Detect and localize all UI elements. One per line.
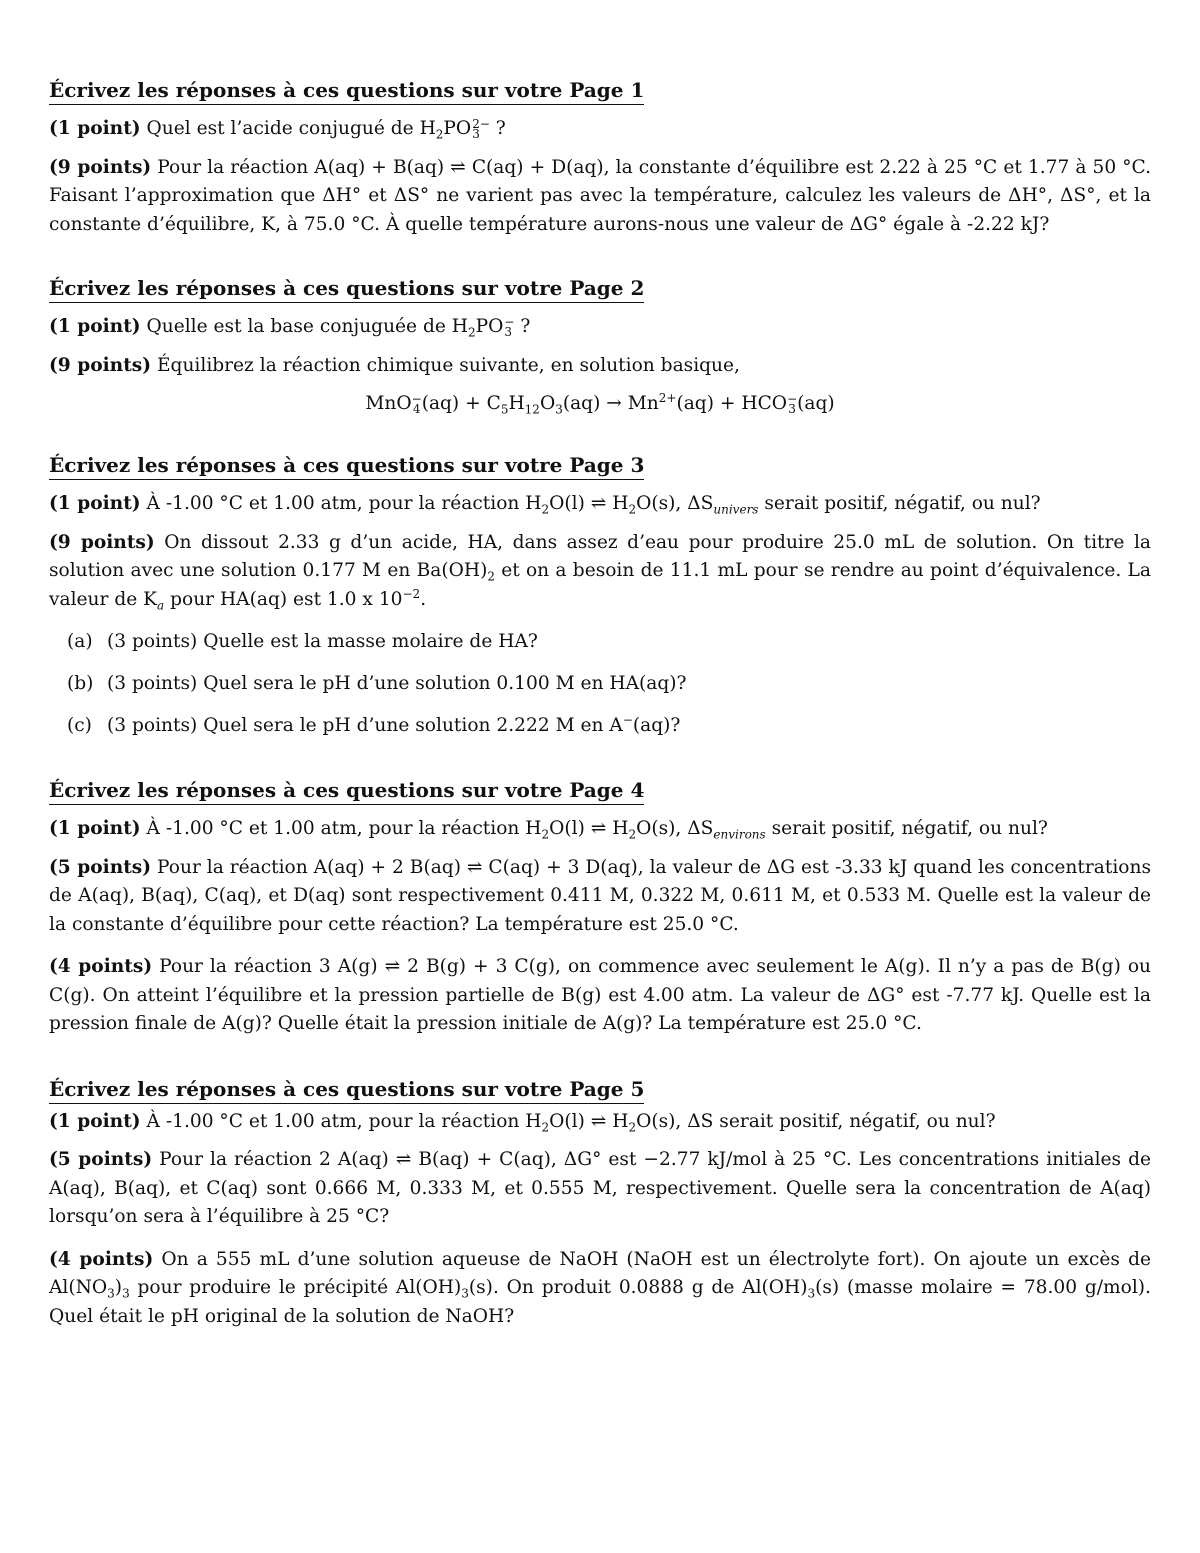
- question-text: À -1.00 °C et 1.00 atm, pour la réaction H: [140, 818, 542, 839]
- question-points: (1 point): [49, 493, 141, 514]
- question-text: ?: [489, 118, 506, 139]
- section-page-3: [49, 453, 1151, 740]
- part-label: (b): [67, 673, 94, 694]
- question: [49, 115, 1151, 144]
- question-part: [67, 670, 1151, 698]
- superscript: −: [787, 392, 798, 406]
- question: [49, 1246, 1151, 1332]
- subscript: 2: [468, 325, 476, 340]
- question-points: (4 points): [49, 956, 153, 977]
- question-text: pour HA(aq) est 1.0 x 10: [164, 588, 403, 610]
- eq-text: (aq) + C: [421, 393, 501, 414]
- question: [49, 352, 1151, 381]
- question-text: (s). On produit 0.0888 g de Al(OH): [468, 1277, 808, 1298]
- section-page-5: [49, 1077, 1151, 1332]
- subscript: 3: [807, 1286, 816, 1301]
- question-text: O(l) ⇌ H: [549, 493, 629, 514]
- question-part: [67, 628, 1151, 656]
- question: [49, 815, 1151, 844]
- superscript: −2: [402, 586, 421, 601]
- subscript: 5: [500, 402, 509, 417]
- question-text: PO: [443, 118, 472, 139]
- question-text: Pour la réaction 2 A(aq) ⇌ B(aq) + C(aq), ΔG° est −2.77 kJ/mol à 25 °C. Les concentrations initiales de A(aq), B(aq), et C(aq) sont 0.666 M, 0.333 M, et 0.555 M, respectivement. Quelle sera la concentration de A(aq) lorsqu’on sera à l’équilibre à 25 °C?: [49, 1149, 1151, 1227]
- section-heading: Écrivez les réponses à ces questions sur votre Page 5: [49, 1077, 644, 1104]
- subscript: 3: [504, 325, 513, 339]
- subscript: environs: [713, 827, 766, 842]
- part-text: (3 points) Quelle est la masse molaire de HA?: [107, 631, 538, 652]
- subscript: 3: [472, 127, 480, 141]
- question: [49, 529, 1151, 615]
- question-text: On a 555 mL d’une solution aqueuse de NaOH (NaOH est un électrolyte fort). On ajoute un excès de Al(NO: [49, 1248, 1151, 1298]
- eq-text: (aq) → Mn: [562, 393, 659, 414]
- charge-stack: [504, 317, 514, 337]
- question-points: (9 points): [49, 531, 155, 553]
- subscript: 2: [541, 502, 550, 517]
- subscript: 4: [412, 402, 421, 416]
- charge-stack: [787, 394, 797, 414]
- question-text: Équilibrez la réaction chimique suivante, en solution basique,: [151, 354, 740, 376]
- subscript: 2: [628, 502, 637, 517]
- section-heading: Écrivez les réponses à ces questions sur votre Page 1: [49, 78, 644, 105]
- question-points: (1 point): [49, 818, 141, 839]
- question-text: O(s), ΔS: [636, 818, 714, 839]
- section-page-4: [49, 778, 1151, 1039]
- question-points: (1 point): [49, 118, 141, 139]
- part-label: (a): [67, 631, 93, 652]
- superscript: −: [411, 392, 422, 406]
- question-text: et on a besoin de 11.1 mL pour se rendre au point d’équivalence. La valeur de K: [49, 560, 1151, 610]
- question-text: O(l) ⇌ H: [549, 1110, 629, 1132]
- question: [49, 953, 1151, 1039]
- section-heading: Écrivez les réponses à ces questions sur votre Page 3: [49, 453, 644, 480]
- question: [49, 1108, 1151, 1137]
- question-text: À -1.00 °C et 1.00 atm, pour la réaction H: [140, 493, 542, 514]
- question-text: Quelle est la base conjuguée de H: [140, 316, 468, 337]
- superscript: −: [504, 315, 515, 329]
- question-points: (4 points): [49, 1248, 154, 1270]
- question-points: (9 points): [49, 354, 152, 376]
- question-text: pour produire le précipité Al(OH): [129, 1277, 462, 1298]
- part-text: (aq)?: [632, 715, 681, 736]
- subscript: 2: [435, 127, 444, 142]
- subscript: a: [157, 598, 165, 613]
- question-points: (1 point): [49, 1110, 141, 1132]
- superscript: −: [622, 712, 633, 727]
- question-text: PO: [475, 316, 504, 337]
- subscript: 2: [541, 1120, 550, 1135]
- exam-page: [49, 78, 1151, 1331]
- question-text: (s) (masse molaire = 78.00 g/mol). Quel était le pH original de la solution de NaOH?: [49, 1277, 1151, 1327]
- question-text: O(s), ΔS: [636, 493, 714, 514]
- subscript: 2: [628, 1120, 637, 1135]
- superscript: 2−: [472, 117, 490, 131]
- question-text: serait positif, négatif, ou nul?: [765, 818, 1048, 839]
- subscript: 3: [107, 1286, 115, 1301]
- subscript: 3: [122, 1286, 130, 1301]
- subscript: 2: [628, 827, 637, 842]
- question: [49, 854, 1151, 940]
- question-part: [67, 712, 1151, 740]
- part-text: (3 points) Quel sera le pH d’une solution 0.100 M en HA(aq)?: [107, 673, 687, 694]
- question: [49, 1146, 1151, 1232]
- question-text: On dissout 2.33 g d’un acide, HA, dans assez d’eau pour produire 25.0 mL de solution. On titre la solution avec une solution 0.177 M en Ba(OH): [49, 531, 1151, 581]
- section-heading: Écrivez les réponses à ces questions sur votre Page 2: [49, 276, 644, 303]
- chemical-equation: [49, 390, 1151, 418]
- question: [49, 313, 1151, 342]
- charge-stack: [472, 119, 490, 139]
- question: [49, 490, 1151, 519]
- subscript: 2: [487, 569, 495, 584]
- question-text: Pour la réaction A(aq) + 2 B(aq) ⇌ C(aq) + 3 D(aq), la valeur de ΔG est -3.33 kJ quand les concentrations de A(aq), B(aq), C(aq), et D(aq) sont respectivement 0.411 M, 0.322 M, 0.611 M, et 0.533 M. Quelle est la valeur de la constante d’équilibre pour cette réaction? La température est 25.0 °C.: [49, 856, 1151, 935]
- subscript: univers: [713, 502, 759, 517]
- part-label: (c): [67, 715, 92, 736]
- eq-text: H: [508, 393, 525, 414]
- question-text: O(l) ⇌ H: [549, 818, 629, 839]
- question-text: Pour la réaction A(aq) + B(aq) ⇌ C(aq) + D(aq), la constante d’équilibre est 2.22 à 25 °C et 1.77 à 50 °C. Faisant l’approximation que ΔH° et ΔS° ne varient pas avec la température, calculez les valeurs de ΔH°, ΔS°, et la constante d’équilibre, K, à 75.0 °C. À quelle température aurons-nous une valeur de ΔG° égale à -2.22 kJ?: [49, 156, 1151, 235]
- question-points: (5 points): [49, 856, 152, 878]
- question-text: .: [420, 588, 427, 610]
- eq-text: (aq) + HCO: [676, 393, 788, 414]
- question-text: Pour la réaction 3 A(g) ⇌ 2 B(g) + 3 C(g), on commence avec seulement le A(g). Il n’y a pas de B(g) ou C(g). On atteint l’équilibre et la pression partielle de B(g) est 4.00 atm. La valeur de ΔG° est -7.77 kJ. Quelle est la pression finale de A(g)? Quelle était la pression initiale de A(g)? La température est 25.0 °C.: [49, 956, 1151, 1034]
- eq-text: (aq): [797, 393, 835, 414]
- subscript: 3: [788, 402, 796, 416]
- question-text: ): [114, 1277, 123, 1298]
- subscript: 3: [461, 1286, 469, 1301]
- question-points: (1 point): [49, 316, 141, 337]
- section-page-2: [49, 276, 1151, 418]
- question-text: O(s), ΔS serait positif, négatif, ou nul?: [636, 1110, 996, 1132]
- eq-text: O: [539, 393, 556, 414]
- charge-stack: [412, 394, 422, 414]
- question-text: ?: [514, 316, 531, 337]
- question-points: (9 points): [49, 156, 152, 178]
- eq-text: MnO: [365, 393, 412, 414]
- question-text: serait positif, négatif, ou nul?: [758, 493, 1041, 514]
- subscript: 12: [524, 402, 540, 417]
- subscript: 2: [541, 827, 550, 842]
- question-text: À -1.00 °C et 1.00 atm, pour la réaction H: [140, 1110, 542, 1132]
- section-heading: Écrivez les réponses à ces questions sur votre Page 4: [49, 778, 644, 805]
- part-text: (3 points) Quel sera le pH d’une solution 2.222 M en A: [107, 715, 623, 736]
- subscript: 3: [555, 402, 563, 417]
- section-page-1: [49, 78, 1151, 239]
- question-points: (5 points): [49, 1149, 153, 1170]
- question: [49, 154, 1151, 240]
- superscript: 2+: [658, 390, 677, 405]
- question-text: Quel est l’acide conjugué de H: [140, 118, 436, 139]
